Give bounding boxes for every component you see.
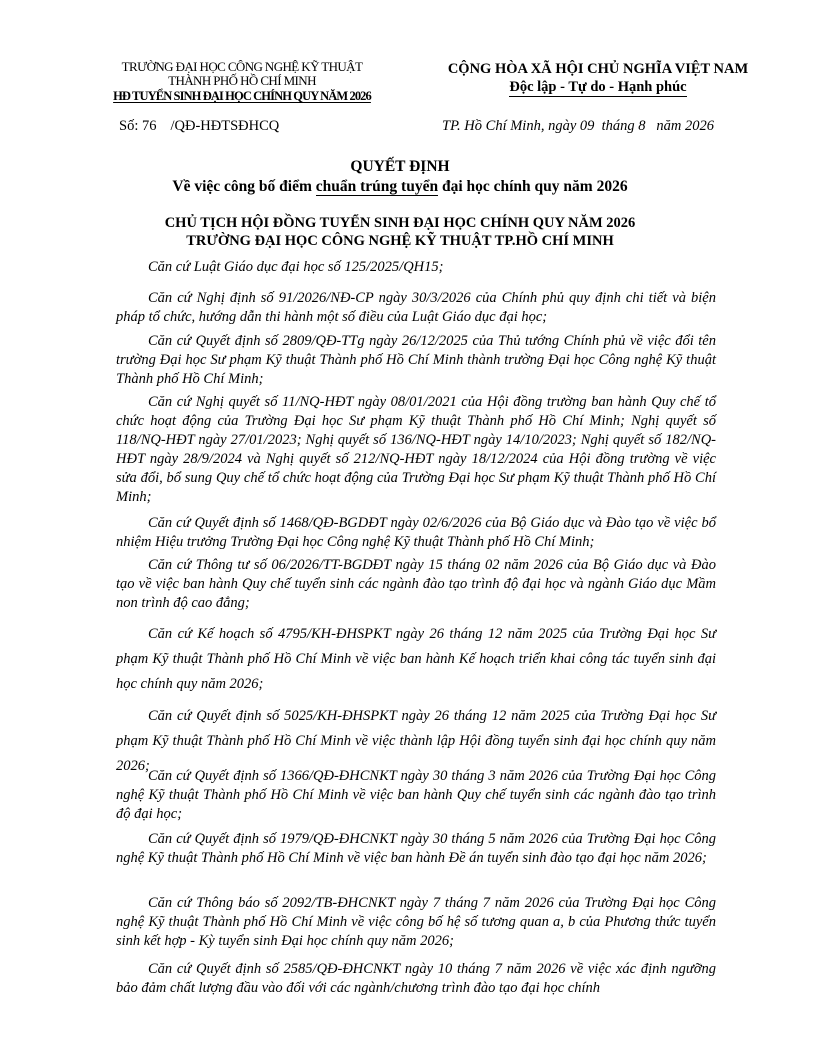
legal-basis-item: Căn cứ Nghị quyết số 11/NQ-HĐT ngày 08/01/2021 của Hội đồng trường ban hành Quy chế tổ chức hoạt động của Trường Đại học Sư phạm Kỹ thuật Thành phố Hồ Chí Minh; Nghị quyết số 118/NQ-HĐT ngày 27/01/2023; Nghị quyết số 136/NQ-HĐT ngày 14/10/2023; Nghị quyết số 182/NQ-HĐT ngày 28/9/2024 và Nghị quyết số 212/NQ-HĐT ngày 18/12/2024 của Hội đồng trường về việc sửa đổi, bổ sung Quy chế tổ chức hoạt động của Trường Đại học Sư phạm Kỹ thuật Thành phố Hồ Chí Minh; xyxy=(116,394,716,505)
legal-basis-item: Căn cứ Quyết định số 2809/QĐ-TTg ngày 26/12/2025 của Thủ tướng Chính phủ về việc đổi tên trường Đại học Sư phạm Kỹ thuật Thành phố Hồ Chí Minh thành trường Đại học Công nghệ Kỹ thuật Thành phố Hồ Chí Minh; xyxy=(116,333,716,387)
issuer-title xyxy=(60,214,740,250)
legal-basis-item: Căn cứ Quyết định số 1979/QĐ-ĐHCNKT ngày 30 tháng 5 năm 2026 của Trường Đại học Công nghệ Kỹ thuật Thành phố Hồ Chí Minh về việc ban hành Đề án tuyển sinh đào tạo đại học năm 2026; xyxy=(116,831,716,866)
legal-basis-item: Căn cứ Kế hoạch số 4795/KH-ĐHSPKT ngày 26 tháng 12 năm 2025 của Trường Đại học Sư phạm Kỹ thuật Thành phố Hồ Chí Minh về việc ban hành Kế hoạch triển khai công tác tuyển sinh đại học chính quy năm 2026; xyxy=(116,626,716,692)
council-name: HĐ TUYỂN SINH ĐẠI HỌC CHÍNH QUY NĂM 2026 xyxy=(113,89,371,103)
legal-basis-item: Căn cứ Thông báo số 2092/TB-ĐHCNKT ngày 7 tháng 7 năm 2026 của Trường Đại học Công nghệ Kỹ thuật Thành phố Hồ Chí Minh về việc công bố hệ số tương quan a, b của Phương thức tuyển sinh kết hợp - Kỳ tuyển sinh Đại học chính quy năm 2026; xyxy=(116,895,716,949)
issuing-organization xyxy=(82,60,402,104)
org-name-line2: THÀNH PHỐ HỒ CHÍ MINH xyxy=(168,73,316,88)
subject-part2: đại học chính quy năm 2026 xyxy=(438,178,628,195)
national-motto xyxy=(428,78,768,96)
legal-basis-item: Căn cứ Nghị định số 91/2026/NĐ-CP ngày 30/3/2026 của Chính phủ quy định chi tiết và biện pháp tổ chức, hướng dẫn thi hành một số điều của Luật Giáo dục đại học; xyxy=(116,290,716,325)
legal-basis-item: Căn cứ Quyết định số 2585/QĐ-ĐHCNKT ngày 10 tháng 7 năm 2026 về việc xác định ngưỡng bảo đảm chất lượng đầu vào đối với các ngành/chương trình đào tạo đại học chính xyxy=(116,961,716,996)
motto-text: Độc lập - Tự do - Hạnh phúc xyxy=(509,79,687,95)
issuer-title-line1: CHỦ TỊCH HỘI ĐỒNG TUYỂN SINH ĐẠI HỌC CHÍNH QUY NĂM 2026 xyxy=(164,215,636,231)
place-and-date: TP. Hồ Chí Minh, ngày 09 tháng 8 năm 2026 xyxy=(442,118,715,134)
legal-basis-item: Căn cứ Quyết định số 5025/KH-ĐHSPKT ngày 26 tháng 12 năm 2025 của Trường Đại học Sư phạm Kỹ thuật Thành phố Hồ Chí Minh về việc thành lập Hội đồng tuyển sinh đại học chính quy năm 2026; xyxy=(116,708,716,774)
legal-basis-item: Căn cứ Thông tư số 06/2026/TT-BGDĐT ngày 15 tháng 02 năm 2026 của Bộ Giáo dục và Đào tạo về việc ban hành Quy chế tuyển sinh các ngành đào tạo trình độ đại học và ngành Giáo dục Mầm non trình độ cao đẳng; xyxy=(116,557,716,611)
subject-underlined: chuẩn trúng tuyển xyxy=(315,178,439,195)
legal-basis-item: Căn cứ Quyết định số 1366/QĐ-ĐHCNKT ngày 30 tháng 3 năm 2026 của Trường Đại học Công nghệ Kỹ thuật Thành phố Hồ Chí Minh về việc ban hành Quy chế tuyển sinh các ngành đào tạo trình độ đại học; xyxy=(116,768,716,822)
org-name-line1: TRƯỜNG ĐẠI HỌC CÔNG NGHỆ KỸ THUẬT xyxy=(121,59,363,74)
issuer-title-line2: TRƯỜNG ĐẠI HỌC CÔNG NGHỆ KỸ THUẬT TP.HỒ CHÍ MINH xyxy=(186,233,614,249)
subject-part1: Về việc công bố điểm xyxy=(172,178,316,195)
decision-subject xyxy=(60,178,740,196)
doc-number-suffix: /QĐ-HĐTSĐHCQ xyxy=(170,118,280,134)
national-heading xyxy=(428,60,768,96)
legal-basis-item: Căn cứ Quyết định số 1468/QĐ-BGDĐT ngày 02/6/2026 của Bộ Giáo dục và Đào tạo về việc bổ nhiệm Hiệu trưởng Trường Đại học Công nghệ Kỹ thuật Thành phố Hồ Chí Minh; xyxy=(116,515,716,550)
legal-basis-item: Căn cứ Luật Giáo dục đại học số 125/2025/QH15; xyxy=(148,259,444,275)
nation-name: CỘNG HÒA XÃ HỘI CHỦ NGHĨA VIỆT NAM xyxy=(447,61,749,77)
document-number xyxy=(119,118,279,135)
doc-number-prefix: Số: 76 xyxy=(119,118,157,134)
decision-title: QUYẾT ĐỊNH xyxy=(350,158,450,175)
